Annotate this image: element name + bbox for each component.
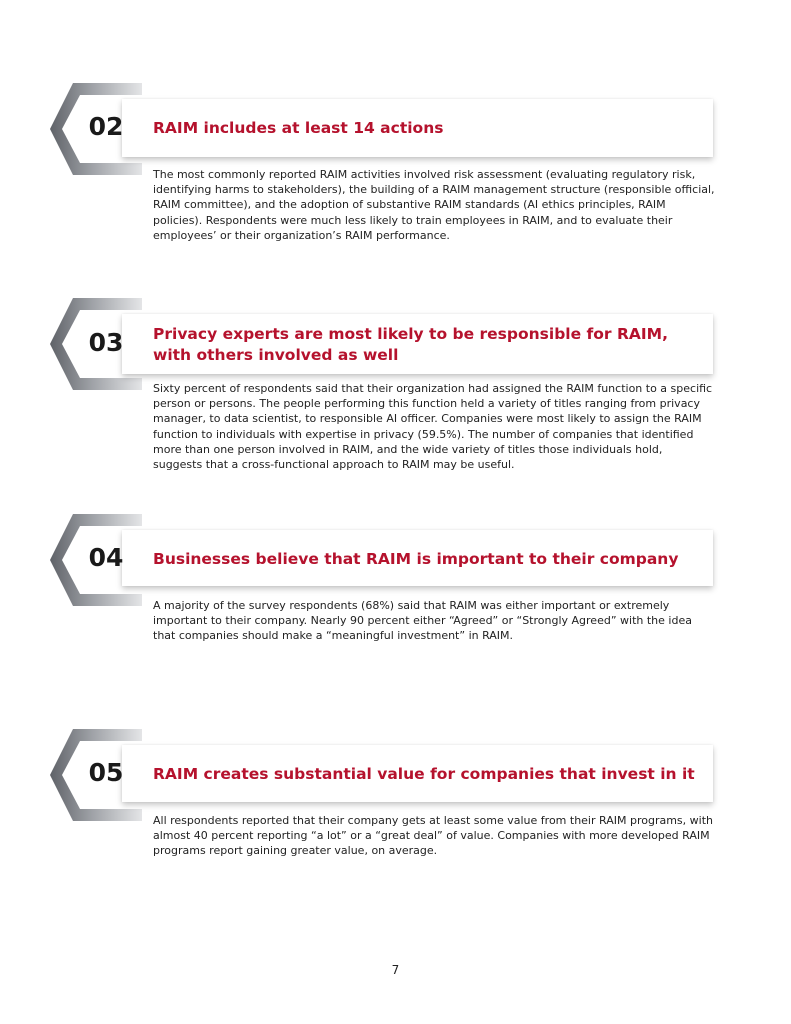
finding-body: All respondents reported that their company gets at least some value from their RAIM programs, with almost 40 percent reporting “a lot” or a “great deal” of value. Companies with more developed RAIM programs report gaining greater value, on average. xyxy=(153,814,713,858)
finding-heading: RAIM includes at least 14 actions xyxy=(153,119,444,137)
finding-number: 03 xyxy=(88,328,124,357)
finding-heading: Privacy experts are most likely to be responsible for RAIM, with others involved as well xyxy=(153,325,668,364)
page-number: 7 xyxy=(391,963,400,977)
finding-heading: RAIM creates substantial value for companies that invest in it xyxy=(153,765,695,783)
finding-body: Sixty percent of respondents said that their organization had assigned the RAIM function to a specific person or persons. The people performing this function held a variety of titles ranging from privacy manager, to data scientist, to responsible AI officer. Companies were most likely to assign the RAIM function to individuals with expertise in privacy (59.5%). The number of companies that identified more than one person involved in RAIM, and the wide variety of titles those individuals hold, suggests that a cross-functional approach to RAIM may be useful. xyxy=(153,382,713,472)
finding-body: A majority of the survey respondents (68%) said that RAIM was either important or extremely important to their company. Nearly 90 percent either “Agreed” or “Strongly Agreed” with the idea that companies should make a “meaningful investment” in RAIM. xyxy=(153,599,692,643)
finding-body: The most commonly reported RAIM activities involved risk assessment (evaluating regulatory risk, identifying harms to stakeholders), the building of a RAIM management structure (responsible official, RAIM committee), and the adoption of substantive RAIM standards (AI ethics principles, RAIM policies). Respondents were much less likely to train employees in RAIM, and to evaluate their employees’ or their organization’s RAIM performance. xyxy=(153,168,715,242)
finding-number: 05 xyxy=(88,758,124,787)
finding-heading: Businesses believe that RAIM is important to their company xyxy=(153,550,679,568)
finding-number: 04 xyxy=(88,543,124,572)
finding-number: 02 xyxy=(88,112,124,141)
